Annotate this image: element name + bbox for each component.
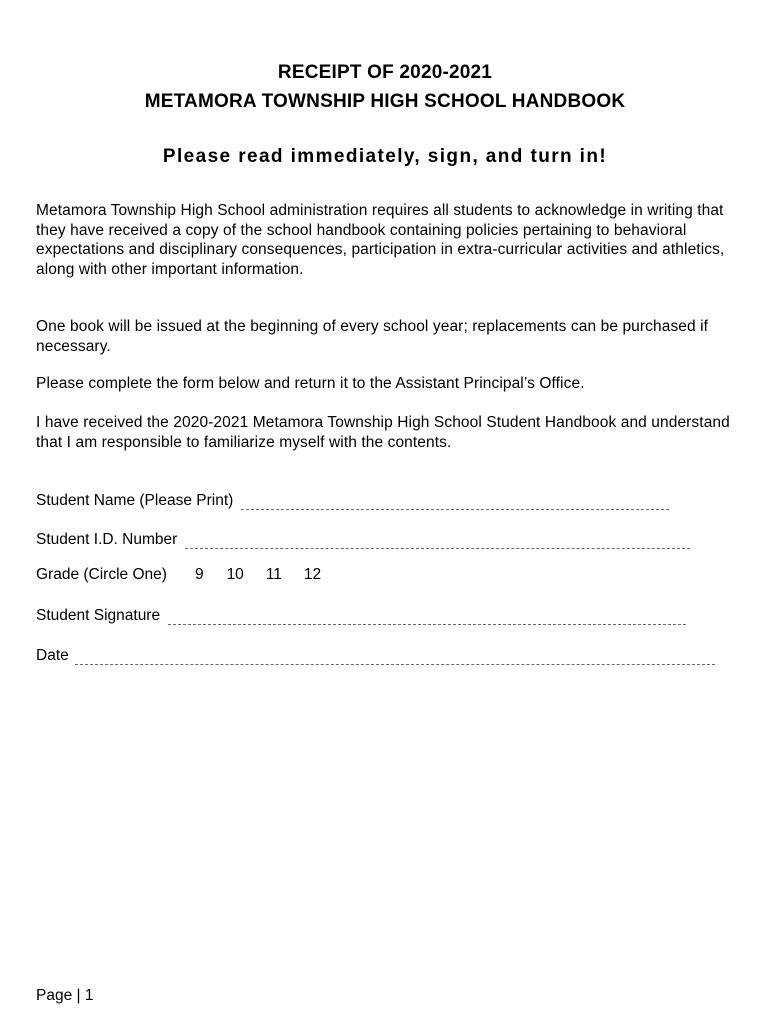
student-name-label: Student Name (Please Print) [36,492,234,509]
title-line-2: METAMORA TOWNSHIP HIGH SCHOOL HANDBOOK [144,91,626,112]
grade-option-10[interactable]: 10 [226,566,244,583]
student-id-field [36,529,690,549]
paragraph-statement: I have received the 2020-2021 Metamora Township High School Student Handbook and understand that I am responsible to familiarize myself with the contents. [36,414,730,451]
student-name-field [36,490,669,510]
grade-label: Grade (Circle One) [36,566,167,583]
date-label: Date [36,647,69,664]
paragraph-acknowledgement: Metamora Township High School administration requires all students to acknowledge in writing that they have received a copy of the school handbook containing policies pertaining to behavioral expectations and disciplinary consequences, participation in extra-curricular activities and athletics, along with other important information. [36,202,725,278]
signature-field [36,605,686,625]
grade-option-11[interactable]: 11 [265,566,282,583]
paragraph-instructions: Please complete the form below and return it to the Assistant Principal’s Office. [36,375,585,392]
grade-option-12[interactable]: 12 [303,566,322,583]
date-field [36,645,715,665]
signature-label: Student Signature [36,607,161,624]
subtitle: Please read immediately, sign, and turn in! [162,146,608,167]
title-line-1: RECEIPT OF 2020-2021 [277,62,493,83]
student-id-label: Student I.D. Number [36,531,178,548]
page-number: Page | 1 [36,987,94,1004]
date-line[interactable] [75,650,715,665]
paragraph-issuance: One book will be issued at the beginning of every school year; replacements can be purchased if necessary. [36,318,709,355]
student-id-line[interactable] [185,534,690,549]
grade-option-9[interactable]: 9 [194,566,204,583]
signature-line[interactable] [168,610,686,625]
grade-field [36,566,321,584]
student-name-line[interactable] [241,495,669,510]
